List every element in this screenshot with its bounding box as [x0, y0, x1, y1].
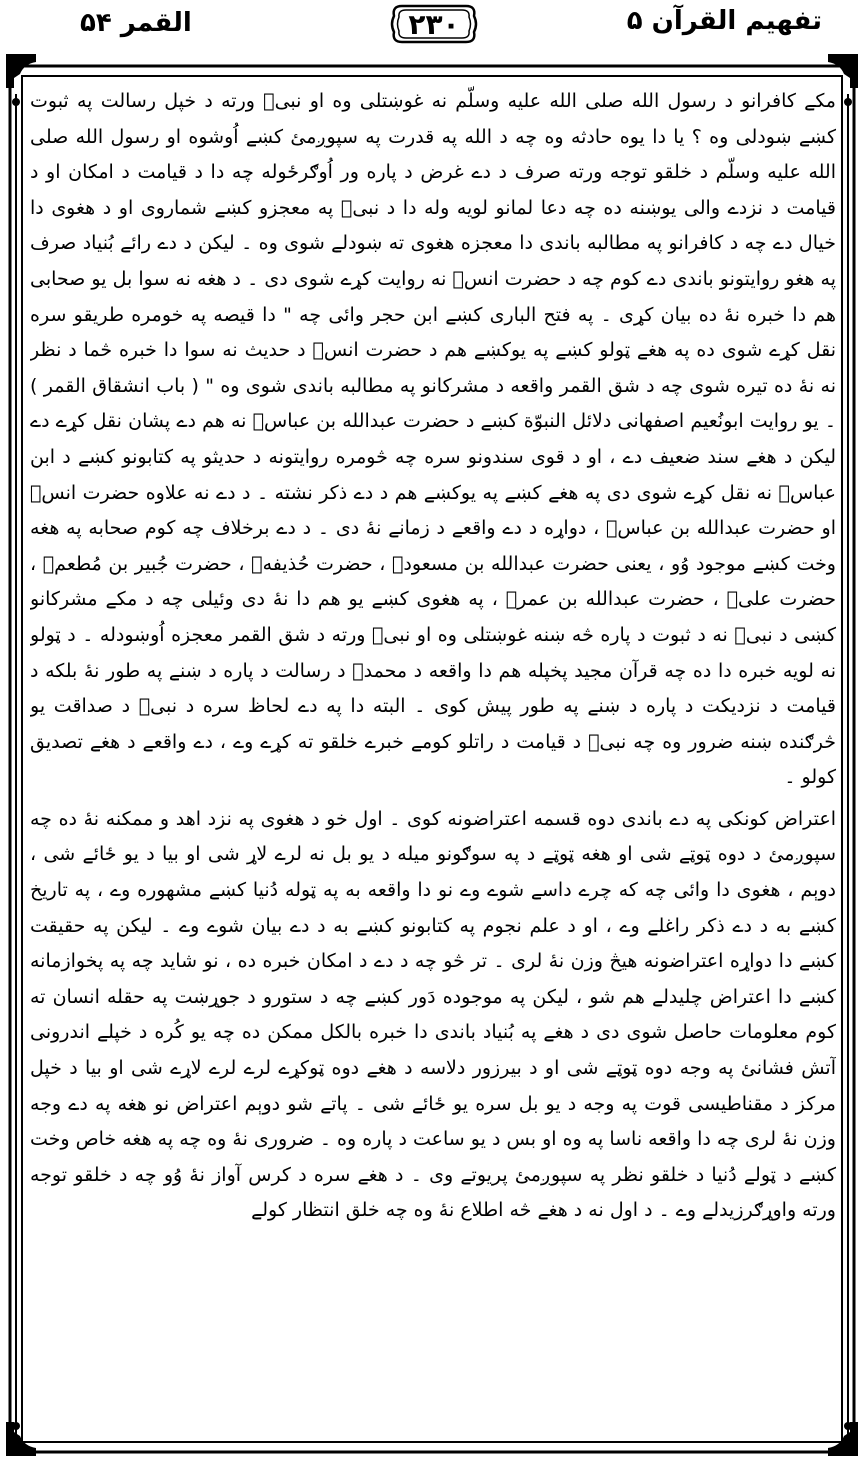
book-title: تفهیم القرآن ۵: [626, 6, 822, 36]
body-paragraph-1: مکے کافرانو د رسول الله صلی الله علیه وسلّم نه غوښتلی وه او نبیؐ ورته د خپل رسالت په ثبوت کښے ښودلی وه ؟ یا دا یوه حادثه وه چه د الله په قدرت په سپوږمئ کښے اُوشوه او رسول الله صلی الله علیه وسلّم د خلقو توجه ورته صرف د دے غرض د پاره ور اُوګرځوله چه دا د قیامت د امکان او د قیامت د نزدے والی یوښنه ده چه دعا لمانو لویه وله دا د نبیؐ په معجزو کښے شماروی او د هغوی دا خیال دے چه د کافرانو په مطالبه باندی دا معجزه هغوی ته ښودلے شوی وه ۔ لیکن د دے رائے بُنیاد صرف په هغو روایتونو باندی دے کوم چه د حضرت انسؓ نه روایت کړے شوی دی ۔ د هغه نه سوا بل یو صحابی هم دا خبره نهٔ ده بیان کړی ۔ په فتح الباری کښے ابن حجر وائی چه " دا قیصه په خومره طریقو سره نقل کړے شوی ده په هغے ټولو کښے په یوکښے هم د حضرت انسؓ د حدیث نه سوا دا خبره څما د نظر نه نهٔ ده تیره شوی چه د شق القمر واقعه د مشرکانو په مطالبه باندی شوی وه " ( باب انشقاق القمر ) ۔ یو روایت ابونُعیم اصفهانی دلائل النبوّة کښے د حضرت عبدالله بن عباسؓ نه هم دے پشان نقل کړے دے لیکن د هغے سند ضعیف دے ، او د قوی سندونو سره چه څومره روایتونه د حدیثو په کتابونو کښے د ابن عباسؓ نه نقل کړے شوی دی په هغے کښے په یوکښے هم د دے ذکر نشته ۔ د دے نه علاوه حضرت انسؓ او حضرت عبدالله بن عباسؓ ، دواړه د دے واقعے د زمانے نهٔ دی ۔ د دے برخلاف چه کوم صحابه په هغه وخت کښے موجود وُو ، یعنی حضرت عبدالله بن مسعودؓ ، حضرت حُذیفهؓ ، حضرت جُبیر بن مُطعمؓ ، حضرت علیؓ ، حضرت عبدالله بن عمرؓ ، په هغوی کښے یو هم دا نهٔ دی وئیلی چه د مکے مشرکانو کښی د نبیؐ نه د ثبوت د پاره څه ښنه غوښتلی وه او نبیؐ ورته د شق القمر معجزه اُوښودله ۔ د ټولو نه لویه خبره دا ده چه قرآن مجید پخپله هم دا واقعه د محمدؐ د رسالت د پاره د ښنے په طور نهٔ بلکه د قیامت د نزدیکت د پاره د ښنے په طور پیش کوی ۔ البته دا په دے لحاظ سره د نبیؐ د صداقت یو څرګنده ښنه ضرور وه چه نبیؐ د قیامت د راتلو کومے خبرے خلقو ته کړے وے ، دے واقعے د هغے تصدیق کولو ۔: [30, 90, 836, 789]
page-number-ornament: [388, 2, 480, 46]
body-paragraph-2: اعتراض کونکی په دے باندی دوه قسمه اعتراضونه کوی ۔ اول خو د هغوی په نزد اهد و ممکنه نهٔ ده چه سپوږمئ د دوه ټوټے شی او هغه ټوټے د په سوګونو میله د یو بل نه لرے لاړ شی او بیا د یو ځائے شی ، دوېم ، هغوی دا وائی چه که چرے داسے شوے وے نو دا واقعه به په ټوله دُنیا کښے مشهوره وے ، په تاریخ کښے به د دے ذکر راغلے وے ، او د علم نجوم په کتابونو کښے به د دے بیان شوے وے ۔ لیکن په حقیقت کښے دا دواړه اعتراضونه هیڅ وزن نهٔ لری ۔ تر څو چه د دے د امکان خبره ده ، نو شاید چه په پخوازمانه کښے دا اعتراض چلیدلے هم شو ، لیکن په موجوده دَور کښے چه د ستورو د جوړښت په حقله انسان ته کوم معلومات حاصل شوی دی د هغے په بُنیاد باندی دا خبره بالکل ممکن ده چه یو کُره د خپلے اندرونی آتش فشانئ په وجه دوه ټوټے شی او د بیرزور دلاسه د هغے دوه ټوکړے لرے لرے لاړے شی او بیا د خپل مرکز د مقناطیسی قوت په وجه د یو بل سره یو ځائے شی ۔ پاتے شو دوېم اعتراض نو هغه په دے وجه وزن نهٔ لری چه دا واقعه ناسا په وه او بس د یو ساعت د پاره وه ۔ ضروری نهٔ وه چه په هغه خاص وخت کښے د ټولے دُنیا د خلقو نظر په سپوږمئ پریوتے وی ۔ د هغے سره د کرس آواز نهٔ وُو چه د خلقو توجه ورته واوړګرزیدلے وے ۔ د اول نه د هغے څه اطلاع نهٔ وه چه خلق انتظار کولے: [30, 807, 836, 1222]
page-body: [30, 84, 836, 1452]
surah-label: القمر ۵۴: [80, 8, 192, 38]
page-number: ۲۳۰: [408, 8, 460, 41]
page-header: [0, 0, 864, 56]
